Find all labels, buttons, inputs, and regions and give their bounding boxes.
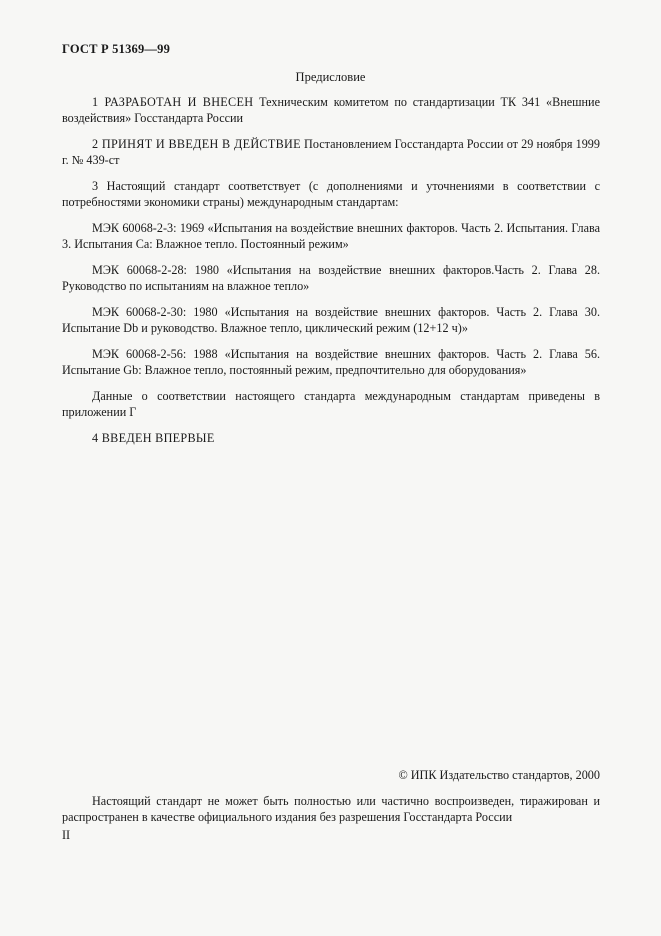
page-number: II <box>62 828 71 842</box>
reproduction-notice: Настоящий стандарт не может быть полностью или частично воспроизведен, тиражирован и распространен в качестве официального издания без разрешения Госстандарта России <box>62 794 600 824</box>
page-title: Предисловие <box>295 70 366 84</box>
paragraph-text: Настоящий стандарт соответствует (с дополнениями и уточнениями в соответствии с потребностями экономики страны) международным стандартам: <box>62 179 600 209</box>
paragraph-text: Техническим комитетом по стандартизации ТК 341 «Внешние воздействия» Госстандарта России <box>62 95 600 125</box>
preface-body <box>62 94 600 456</box>
standard-ref-3 <box>62 304 600 336</box>
paragraph-1 <box>62 94 600 126</box>
paragraph-lead: 1 РАЗРАБОТАН И ВНЕСЕН <box>92 95 254 109</box>
paragraph-3 <box>62 178 600 210</box>
standard-ref-1 <box>62 220 600 252</box>
paragraph-lead: 3 <box>92 179 99 193</box>
paragraph-text: МЭК 60068-2-56: 1988 «Испытания на воздействие внешних факторов. Часть 2. Глава 56. Испытание Gb: Влажное тепло, постоянный режим, предпочтительно для оборудования» <box>62 347 600 377</box>
paragraph-text: МЭК 60068-2-28: 1980 «Испытания на воздействие внешних факторов.Часть 2. Глава 28. Руководство по испытаниям на влажное тепло» <box>62 263 600 293</box>
paragraph-4 <box>62 430 600 446</box>
paragraph-text: МЭК 60068-2-3: 1969 «Испытания на воздействие внешних факторов. Часть 2. Испытания. Глава 3. Испытания Са: Влажное тепло. Постоянный режим» <box>62 221 600 251</box>
appendix-note <box>62 388 600 420</box>
paragraph-text: МЭК 60068-2-30: 1980 «Испытания на воздействие внешних факторов. Часть 2. Глава 30. Испытание Db и руководство. Влажное тепло, циклический режим (12+12 ч)» <box>62 305 600 335</box>
paragraph-text: Постановлением Госстандарта России от 29 ноября 1999 г. № 439-ст <box>62 137 600 167</box>
paragraph-lead: 2 ПРИНЯТ И ВВЕДЕН В ДЕЙСТВИЕ <box>92 137 301 151</box>
paragraph-text: Данные о соответствии настоящего стандарта международным стандартам приведены в приложении Г <box>62 389 600 419</box>
paragraph-2 <box>62 136 600 168</box>
standard-code: ГОСТ Р 51369—99 <box>62 42 171 56</box>
copyright-line: © ИПК Издательство стандартов, 2000 <box>398 768 600 782</box>
standard-ref-2 <box>62 262 600 294</box>
standard-ref-4 <box>62 346 600 378</box>
paragraph-lead: 4 ВВЕДЕН ВПЕРВЫЕ <box>92 431 215 445</box>
